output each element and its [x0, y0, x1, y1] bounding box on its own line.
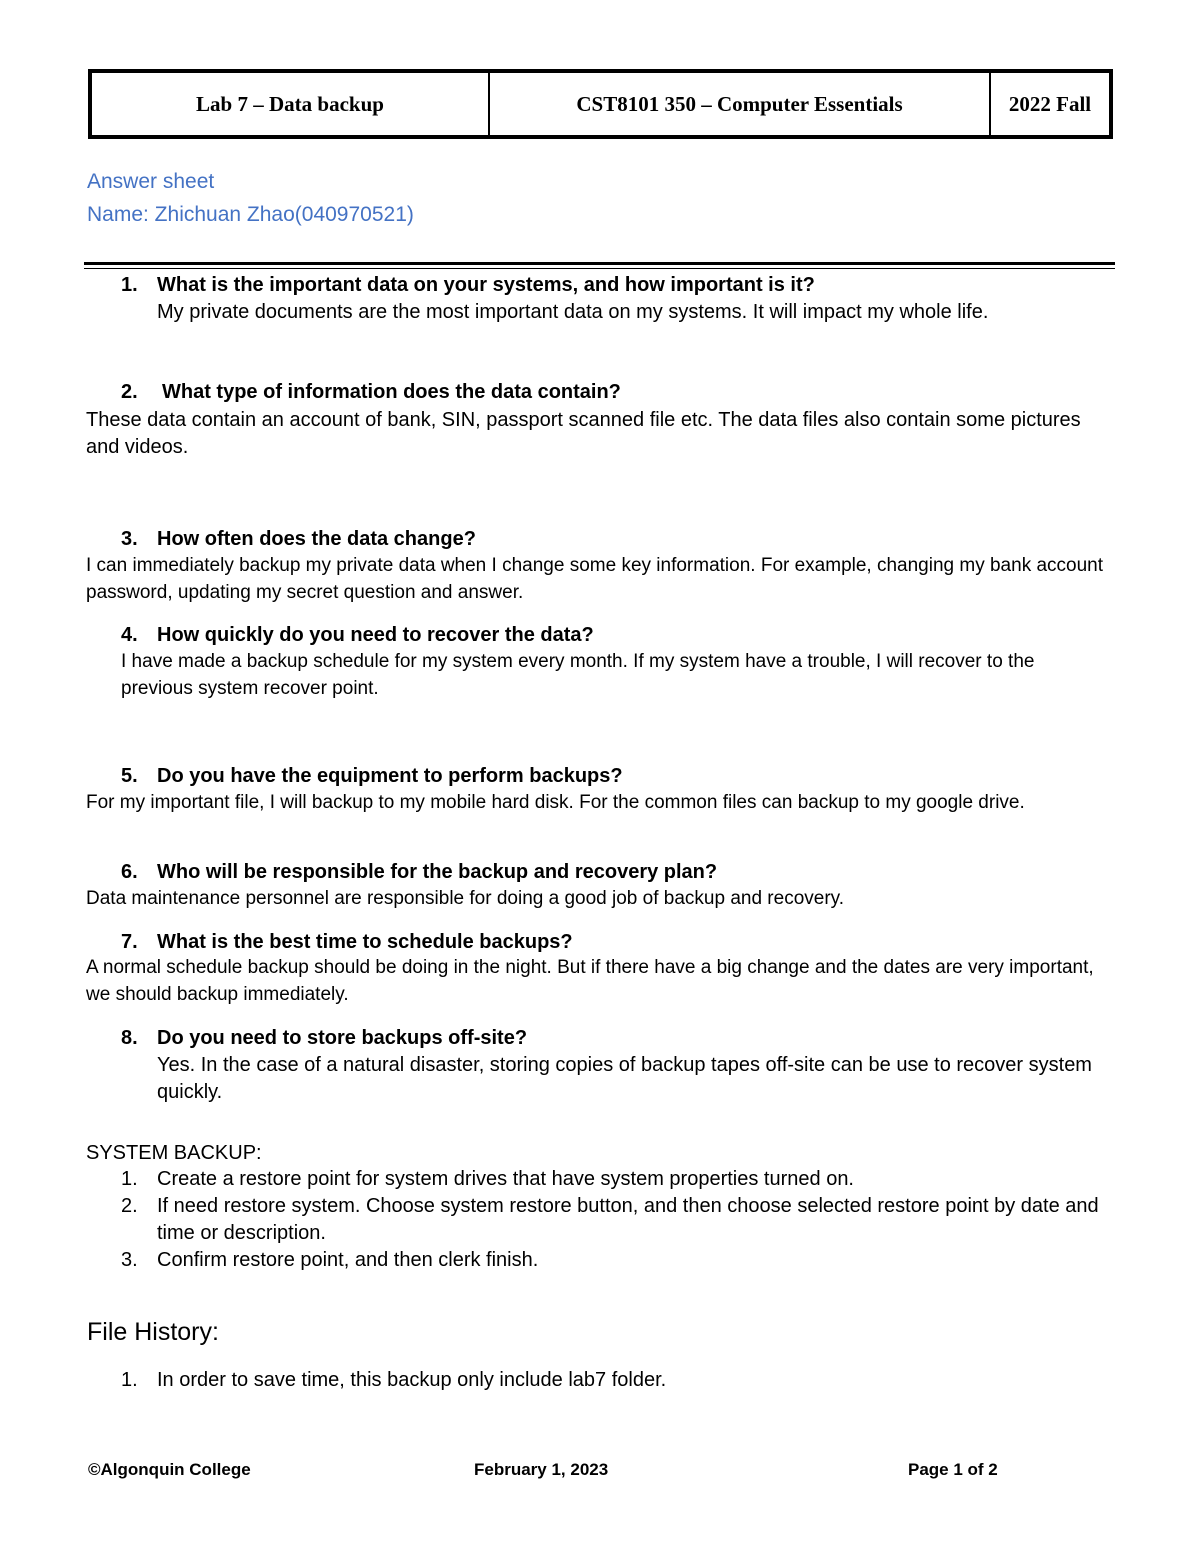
question-7 — [121, 929, 1107, 956]
question-text: Do you need to store backups off-site? — [157, 1027, 528, 1049]
question-number: 2. — [121, 381, 138, 403]
list-number: 3. — [121, 1249, 138, 1271]
question-text: Do you have the equipment to perform backups? — [157, 765, 623, 787]
question-6 — [121, 859, 1107, 886]
question-number: 8. — [121, 1027, 138, 1049]
term-label: 2022 Fall — [989, 73, 1109, 135]
list-number: 1. — [121, 1369, 138, 1391]
file-history-heading: File History: — [87, 1318, 219, 1346]
system-backup-item-3 — [121, 1247, 1102, 1274]
course-title: CST8101 350 – Computer Essentials — [488, 73, 989, 135]
question-number: 1. — [121, 274, 138, 296]
answer-7: A normal schedule backup should be doing in the night. But if there have a big change and the dates are very important, we should backup immediately. — [86, 957, 1094, 1005]
system-backup-item-1 — [121, 1166, 1102, 1193]
answer-5: For my important file, I will backup to my mobile hard disk. For the common files can backup to my google drive. — [86, 792, 1025, 813]
question-5 — [121, 763, 1107, 790]
question-number: 7. — [121, 931, 138, 953]
question-number: 4. — [121, 624, 138, 646]
question-2 — [121, 379, 1112, 406]
file-history-item-1 — [121, 1367, 1102, 1394]
list-text: If need restore system. Choose system restore button, and then choose selected restore point by date and time or description. — [157, 1195, 1099, 1244]
answer-3: I can immediately backup my private data when I change some key information. For example, changing my bank account password, updating my secret question and answer. — [86, 555, 1104, 603]
question-number: 5. — [121, 765, 138, 787]
list-text: In order to save time, this backup only include lab7 folder. — [157, 1369, 667, 1391]
system-backup-item-2 — [121, 1193, 1102, 1247]
answer-1: My private documents are the most important data on my systems. It will impact my whole life. — [157, 301, 989, 323]
header-table — [88, 69, 1113, 139]
question-number: 3. — [121, 528, 138, 550]
list-number: 1. — [121, 1168, 138, 1190]
answer-2: These data contain an account of bank, SIN, passport scanned file etc. The data files also contain some pictures and videos. — [86, 409, 1081, 458]
system-backup-heading: SYSTEM BACKUP: — [86, 1142, 262, 1164]
question-text: Who will be responsible for the backup and recovery plan? — [157, 861, 718, 883]
question-4 — [121, 622, 1107, 649]
divider-thick — [84, 262, 1115, 265]
lab-title: Lab 7 – Data backup — [196, 91, 384, 116]
footer-college: ©Algonquin College — [88, 1460, 251, 1479]
list-text: Create a restore point for system drives that have system properties turned on. — [157, 1168, 854, 1190]
question-number: 6. — [121, 861, 138, 883]
list-number: 2. — [121, 1195, 138, 1217]
divider-thin — [84, 268, 1115, 269]
question-text: What is the best time to schedule backups? — [157, 931, 573, 953]
question-1 — [121, 272, 1107, 299]
student-name: Name: Zhichuan Zhao(040970521) — [87, 203, 414, 226]
answer-4: I have made a backup schedule for my system every month. If my system have a trouble, I will recover to the previous system recover point. — [121, 651, 1035, 699]
answer-8: Yes. In the case of a natural disaster, storing copies of backup tapes off-site can be use to recover system quickly. — [157, 1054, 1092, 1103]
list-text: Confirm restore point, and then clerk finish. — [157, 1249, 539, 1271]
question-text: How often does the data change? — [157, 528, 476, 550]
answer-sheet-label: Answer sheet — [87, 170, 215, 193]
question-text: What type of information does the data contain? — [162, 381, 621, 403]
question-text: What is the important data on your systems, and how important is it? — [157, 274, 815, 296]
question-text: How quickly do you need to recover the data? — [157, 624, 594, 646]
answer-6: Data maintenance personnel are responsible for doing a good job of backup and recovery. — [86, 888, 845, 909]
question-3 — [121, 526, 1107, 553]
footer-page: Page 1 of 2 — [908, 1460, 998, 1479]
question-8 — [121, 1025, 1107, 1052]
footer-date: February 1, 2023 — [474, 1460, 609, 1479]
